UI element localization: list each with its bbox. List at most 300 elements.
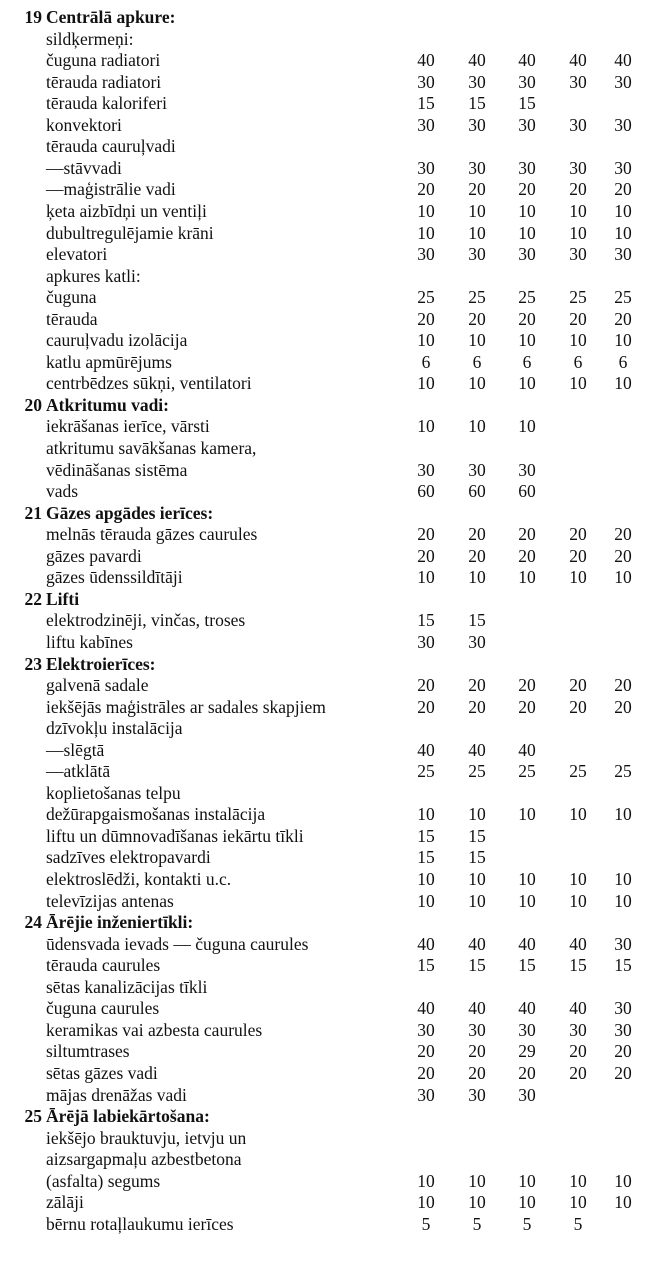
value-cell: 20	[468, 308, 486, 329]
row-label: iekrāšanas ierīce, vārsti	[46, 416, 210, 437]
value-cell: 30	[468, 1019, 486, 1040]
value-cell: 20	[518, 1062, 536, 1083]
row-label: vēdināšanas sistēma	[46, 459, 188, 480]
value-cell: 20	[468, 696, 486, 717]
row-label: bērnu rotaļlaukumu ierīces	[46, 1213, 234, 1234]
value-cell: 30	[614, 1019, 632, 1040]
table-row	[0, 243, 645, 265]
value-cell: 10	[569, 804, 587, 825]
value-cell: 30	[614, 933, 632, 954]
value-cell: 10	[518, 222, 536, 243]
table-row	[0, 1040, 645, 1062]
section-title: Ārējie inženiertīkli:	[46, 912, 194, 933]
value-cell: 30	[417, 631, 435, 652]
value-cell: 20	[614, 1041, 632, 1062]
value-cell: 10	[518, 1192, 536, 1213]
value-cell: 10	[614, 1170, 632, 1191]
value-cell: 30	[417, 71, 435, 92]
table-row	[0, 114, 645, 136]
table-row	[0, 933, 645, 955]
table-row	[0, 1019, 645, 1041]
section-number: 24	[24, 912, 42, 933]
value-cell: 40	[468, 933, 486, 954]
table-row	[0, 890, 645, 912]
table-row	[0, 459, 645, 481]
value-cell: 10	[468, 804, 486, 825]
row-label: vads	[46, 481, 79, 502]
value-cell: 30	[518, 1084, 536, 1105]
section-number: 22	[24, 588, 42, 609]
value-cell: 40	[518, 933, 536, 954]
value-cell: 20	[468, 1041, 486, 1062]
value-cell: 10	[614, 804, 632, 825]
value-cell: 15	[468, 93, 486, 114]
table-row	[0, 976, 645, 998]
table-row	[0, 71, 645, 93]
table-row	[0, 846, 645, 868]
value-cell: 20	[518, 545, 536, 566]
value-cell: 20	[468, 524, 486, 545]
value-cell: 10	[417, 200, 435, 221]
value-cell: 60	[468, 481, 486, 502]
value-cell: 30	[614, 157, 632, 178]
value-cell: 30	[468, 71, 486, 92]
table-row	[0, 372, 645, 394]
value-cell: 20	[614, 696, 632, 717]
value-cell: 20	[569, 308, 587, 329]
table-row	[0, 1191, 645, 1213]
row-label: tērauda caurules	[46, 955, 161, 976]
value-cell: 30	[417, 1084, 435, 1105]
row-label: gāzes pavardi	[46, 545, 142, 566]
value-cell: 10	[468, 222, 486, 243]
value-cell: 5	[573, 1213, 583, 1234]
value-cell: 60	[417, 481, 435, 502]
value-cell: 20	[569, 696, 587, 717]
value-cell: 20	[569, 1041, 587, 1062]
value-cell: 30	[468, 459, 486, 480]
value-cell: 10	[518, 373, 536, 394]
value-cell: 30	[518, 459, 536, 480]
table-row	[0, 157, 645, 179]
value-cell: 30	[518, 244, 536, 265]
value-cell: 10	[614, 890, 632, 911]
row-label: sadzīves elektropavardi	[46, 847, 211, 868]
value-cell: 20	[614, 675, 632, 696]
row-label: dubultregulējamie krāni	[46, 222, 214, 243]
section-number: 21	[24, 502, 42, 523]
value-cell: 15	[518, 955, 536, 976]
section-number: 23	[24, 653, 42, 674]
row-label: tērauda cauruļvadi	[46, 136, 176, 157]
value-cell: 25	[468, 287, 486, 308]
value-cell: 30	[518, 114, 536, 135]
section-number: 20	[24, 394, 42, 415]
row-label: galvenā sadale	[46, 675, 149, 696]
value-cell: 20	[569, 545, 587, 566]
row-label: sētas kanalizācijas tīkli	[46, 976, 208, 997]
row-label: mājas drenāžas vadi	[46, 1084, 187, 1105]
value-cell: 10	[417, 222, 435, 243]
row-label: —slēgtā	[46, 739, 105, 760]
value-cell: 40	[417, 933, 435, 954]
value-cell: 40	[417, 739, 435, 760]
value-cell: 20	[417, 524, 435, 545]
section-title: Ārējā labiekārtošana:	[46, 1106, 210, 1127]
value-cell: 20	[518, 179, 536, 200]
value-cell: 40	[569, 933, 587, 954]
table-row	[0, 351, 645, 373]
table-row	[0, 954, 645, 976]
value-cell: 30	[569, 71, 587, 92]
row-label: gāzes ūdenssildītāji	[46, 567, 183, 588]
value-cell: 30	[569, 244, 587, 265]
value-cell: 20	[614, 545, 632, 566]
value-cell: 10	[417, 416, 435, 437]
value-cell: 30	[614, 71, 632, 92]
value-cell: 6	[522, 351, 532, 372]
value-cell: 10	[518, 804, 536, 825]
value-cell: 30	[417, 244, 435, 265]
value-cell: 10	[468, 869, 486, 889]
value-cell: 25	[518, 761, 536, 782]
value-cell: 10	[468, 373, 486, 394]
row-label: —atklātā	[46, 761, 111, 782]
table-row	[0, 1127, 645, 1149]
row-label: sētas gāzes vadi	[46, 1062, 158, 1083]
value-cell: 30	[468, 244, 486, 265]
row-label: tērauda	[46, 308, 98, 329]
value-cell: 15	[417, 93, 435, 114]
value-cell: 10	[569, 869, 587, 889]
section-title: Atkritumu vadi:	[46, 394, 169, 415]
table-row	[0, 997, 645, 1019]
row-label: melnās tērauda gāzes caurules	[46, 524, 258, 545]
value-cell: 10	[518, 330, 536, 351]
row-label: koplietošanas telpu	[46, 782, 181, 803]
row-label: konvektori	[46, 114, 122, 135]
value-cell: 40	[417, 50, 435, 71]
row-label: tērauda kaloriferi	[46, 93, 167, 114]
section-title: Lifti	[46, 588, 80, 609]
value-cell: 10	[614, 567, 632, 588]
value-cell: 30	[417, 157, 435, 178]
value-cell: 10	[417, 330, 435, 351]
section-title: Elektroierīces:	[46, 653, 156, 674]
value-cell: 10	[569, 1170, 587, 1191]
value-cell: 20	[417, 545, 435, 566]
value-cell: 20	[569, 1062, 587, 1083]
table-row	[0, 92, 645, 114]
table-row	[0, 717, 645, 739]
value-cell: 10	[518, 869, 536, 889]
value-cell: 10	[417, 890, 435, 911]
table-row	[0, 739, 645, 761]
value-cell: 10	[468, 890, 486, 911]
table-row	[0, 178, 645, 200]
row-label: iekšējās maģistrāles ar sadales skapjiem	[46, 696, 326, 717]
value-cell: 29	[518, 1041, 536, 1062]
table-row	[0, 265, 645, 287]
value-cell: 25	[417, 287, 435, 308]
value-cell: 20	[569, 179, 587, 200]
value-cell: 15	[468, 610, 486, 631]
value-cell: 10	[614, 373, 632, 394]
value-cell: 60	[518, 481, 536, 502]
table-row	[0, 415, 645, 437]
value-cell: 10	[614, 222, 632, 243]
value-cell: 6	[618, 351, 628, 372]
value-cell: 10	[614, 869, 632, 889]
value-cell: 25	[569, 761, 587, 782]
table-row	[0, 609, 645, 631]
value-cell: 10	[518, 1170, 536, 1191]
table-row	[0, 674, 645, 696]
table-row	[0, 135, 645, 157]
row-label: (asfalta) segums	[46, 1170, 161, 1191]
value-cell: 10	[569, 890, 587, 911]
value-cell: 6	[573, 351, 583, 372]
value-cell: 30	[614, 244, 632, 265]
value-cell: 30	[614, 114, 632, 135]
value-cell: 40	[569, 998, 587, 1019]
row-label: ķeta aizbīdņi un ventiļi	[46, 200, 207, 221]
row-label: —stāvvadi	[46, 157, 122, 178]
row-label: keramikas vai azbesta caurules	[46, 1019, 263, 1040]
section-header	[0, 588, 645, 610]
value-cell: 15	[468, 955, 486, 976]
value-cell: 25	[518, 287, 536, 308]
value-cell: 10	[569, 373, 587, 394]
value-cell: 40	[614, 50, 632, 71]
table-row	[0, 566, 645, 588]
row-label: elevatori	[46, 244, 108, 265]
value-cell: 15	[417, 847, 435, 868]
value-cell: 20	[518, 675, 536, 696]
row-label: liftu kabīnes	[46, 631, 133, 652]
value-cell: 10	[518, 200, 536, 221]
row-label: aizsargapmaļu azbestbetona	[46, 1149, 242, 1170]
value-cell: 20	[569, 675, 587, 696]
value-cell: 15	[468, 847, 486, 868]
value-cell: 30	[518, 71, 536, 92]
table-row	[0, 1148, 645, 1170]
value-cell: 10	[468, 416, 486, 437]
value-cell: 10	[417, 1170, 435, 1191]
row-label: apkures katli:	[46, 265, 141, 286]
value-cell: 10	[417, 869, 435, 889]
value-cell: 20	[417, 675, 435, 696]
table-row	[0, 222, 645, 244]
table-row	[0, 329, 645, 351]
table-row	[0, 28, 645, 50]
value-cell: 40	[468, 998, 486, 1019]
row-label: elektroslēdži, kontakti u.c.	[46, 869, 232, 889]
row-label: ūdensvada ievads — čuguna caurules	[46, 933, 309, 954]
value-cell: 30	[468, 631, 486, 652]
value-cell: 20	[417, 696, 435, 717]
table-row	[0, 480, 645, 502]
value-cell: 15	[417, 955, 435, 976]
row-label: centrbēdzes sūkņi, ventilatori	[46, 373, 252, 394]
table-row	[0, 308, 645, 330]
value-cell: 10	[468, 1192, 486, 1213]
value-cell: 10	[468, 567, 486, 588]
value-cell: 10	[614, 200, 632, 221]
row-label: čuguna radiatori	[46, 50, 161, 71]
section-title: Gāzes apgādes ierīces:	[46, 502, 214, 523]
table-row	[0, 825, 645, 847]
section-number: 25	[24, 1106, 42, 1127]
row-label: katlu apmūrējums	[46, 351, 172, 372]
value-cell: 5	[522, 1213, 532, 1234]
value-cell: 10	[468, 1170, 486, 1191]
value-cell: 20	[614, 524, 632, 545]
value-cell: 5	[472, 1213, 482, 1234]
value-cell: 10	[569, 200, 587, 221]
table-row	[0, 523, 645, 545]
value-cell: 30	[614, 998, 632, 1019]
value-cell: 15	[614, 955, 632, 976]
value-cell: 20	[417, 179, 435, 200]
value-cell: 10	[518, 416, 536, 437]
value-cell: 15	[569, 955, 587, 976]
section-header	[0, 911, 645, 933]
value-cell: 25	[468, 761, 486, 782]
section-number: 19	[24, 7, 42, 27]
row-label: zālāji	[46, 1192, 84, 1213]
value-cell: 30	[468, 114, 486, 135]
value-cell: 20	[518, 308, 536, 329]
value-cell: 10	[468, 330, 486, 351]
section-header	[0, 6, 645, 28]
value-cell: 10	[614, 330, 632, 351]
section-header	[0, 1105, 645, 1127]
row-label: siltumtrases	[46, 1041, 130, 1062]
value-cell: 20	[417, 1041, 435, 1062]
value-cell: 20	[468, 1062, 486, 1083]
value-cell: 20	[468, 675, 486, 696]
section-header	[0, 394, 645, 416]
value-cell: 10	[518, 567, 536, 588]
value-cell: 20	[614, 1062, 632, 1083]
value-cell: 30	[569, 114, 587, 135]
value-cell: 20	[468, 545, 486, 566]
row-label: liftu un dūmnovadīšanas iekārtu tīkli	[46, 825, 304, 846]
value-cell: 15	[468, 825, 486, 846]
value-cell: 10	[417, 373, 435, 394]
table-row	[0, 631, 645, 653]
table-row	[0, 49, 645, 71]
row-label: elektrodzinēji, vinčas, troses	[46, 610, 246, 631]
table-row	[0, 760, 645, 782]
value-cell: 20	[569, 524, 587, 545]
table-row	[0, 868, 645, 890]
table-row	[0, 782, 645, 804]
row-label: čuguna caurules	[46, 998, 160, 1019]
value-cell: 10	[569, 567, 587, 588]
table-row	[0, 1084, 645, 1106]
table-row	[0, 1062, 645, 1084]
value-cell: 40	[569, 50, 587, 71]
row-label: atkritumu savākšanas kamera,	[46, 438, 257, 458]
row-label: sildķermeņi:	[46, 28, 134, 49]
value-cell: 25	[614, 287, 632, 308]
value-cell: 30	[417, 459, 435, 480]
value-cell: 30	[569, 1019, 587, 1040]
row-label: dzīvokļu instalācija	[46, 718, 183, 739]
value-cell: 25	[417, 761, 435, 782]
value-cell: 30	[569, 157, 587, 178]
value-cell: 10	[417, 567, 435, 588]
value-cell: 30	[417, 114, 435, 135]
row-label: iekšējo brauktuvju, ietvju un	[46, 1127, 247, 1148]
value-cell: 20	[614, 308, 632, 329]
value-cell: 25	[614, 761, 632, 782]
row-label: čuguna	[46, 287, 97, 308]
value-cell: 10	[417, 1192, 435, 1213]
value-cell: 40	[468, 739, 486, 760]
row-label: —maģistrālie vadi	[46, 179, 176, 200]
value-cell: 40	[417, 998, 435, 1019]
value-cell: 10	[468, 200, 486, 221]
table-row	[0, 437, 645, 459]
row-label: cauruļvadu izolācija	[46, 330, 188, 351]
section-header	[0, 502, 645, 524]
value-cell: 40	[518, 739, 536, 760]
value-cell: 10	[518, 890, 536, 911]
value-cell: 20	[417, 308, 435, 329]
value-cell: 6	[421, 351, 431, 372]
value-cell: 20	[518, 524, 536, 545]
table-row	[0, 200, 645, 222]
section-title: Centrālā apkure:	[46, 7, 176, 27]
row-label: tērauda radiatori	[46, 71, 162, 92]
value-cell: 15	[417, 610, 435, 631]
value-cell: 6	[472, 351, 482, 372]
value-cell: 20	[417, 1062, 435, 1083]
row-label: televīzijas antenas	[46, 890, 174, 911]
row-label: dežūrapgaismošanas instalācija	[46, 804, 266, 825]
table-row	[0, 1213, 645, 1235]
section-header	[0, 653, 645, 675]
value-cell: 25	[569, 287, 587, 308]
value-cell: 40	[468, 50, 486, 71]
value-cell: 15	[417, 825, 435, 846]
value-cell: 5	[421, 1213, 431, 1234]
value-cell: 10	[569, 222, 587, 243]
value-cell: 20	[468, 179, 486, 200]
value-cell: 10	[569, 330, 587, 351]
value-cell: 10	[614, 1192, 632, 1213]
value-cell: 20	[614, 179, 632, 200]
value-cell: 30	[468, 157, 486, 178]
value-cell: 30	[518, 1019, 536, 1040]
table-row	[0, 803, 645, 825]
value-cell: 30	[468, 1084, 486, 1105]
value-cell: 20	[518, 696, 536, 717]
value-cell: 30	[417, 1019, 435, 1040]
value-cell: 10	[417, 804, 435, 825]
table-row	[0, 1170, 645, 1192]
value-cell: 40	[518, 50, 536, 71]
value-cell: 15	[518, 93, 536, 114]
table-row	[0, 286, 645, 308]
table-row	[0, 696, 645, 718]
value-cell: 10	[569, 1192, 587, 1213]
table-row	[0, 545, 645, 567]
value-cell: 30	[518, 157, 536, 178]
